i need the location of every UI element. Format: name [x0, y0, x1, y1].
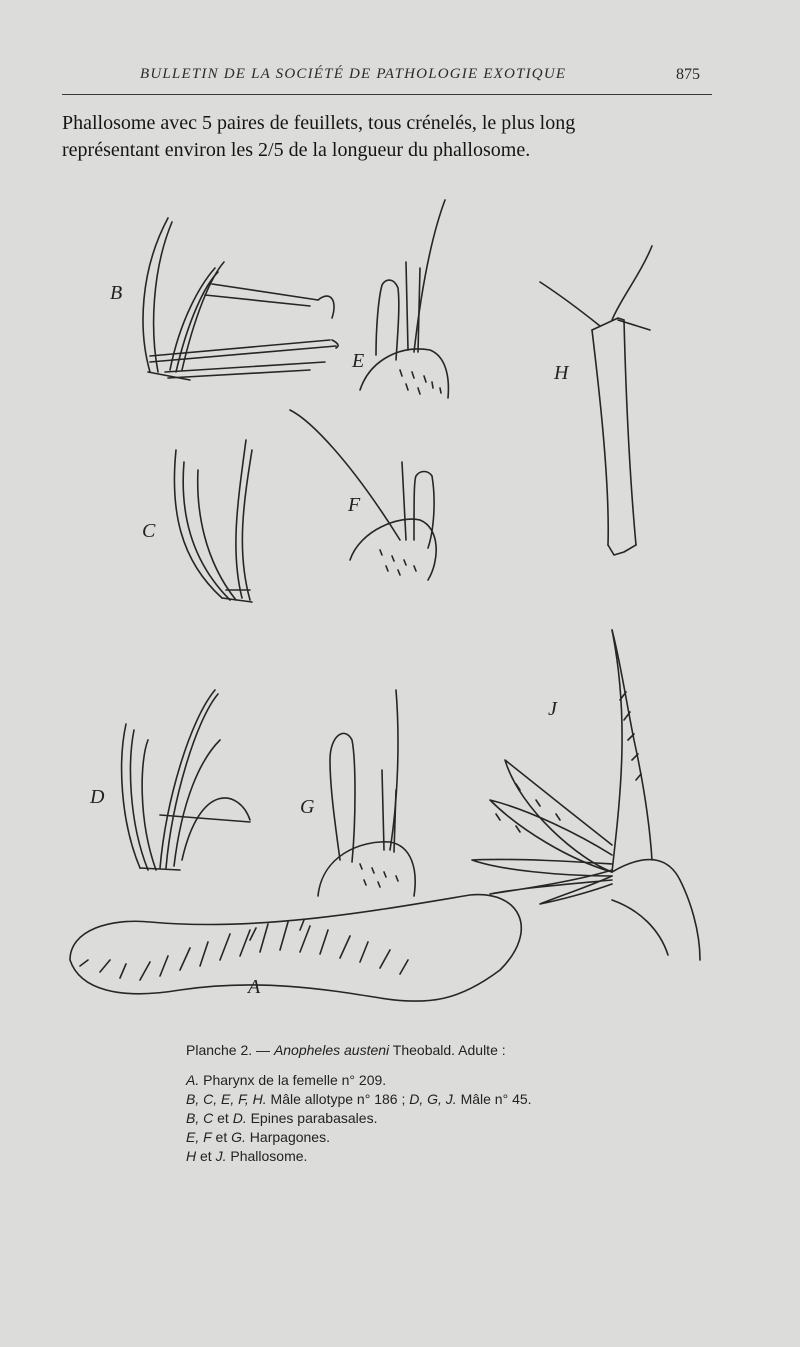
- intro-line: représentant environ les 2/5 de la longueur du phallosome.: [62, 139, 531, 161]
- figure-letter-a: A: [248, 976, 261, 998]
- caption-title-suffix: Theobald. Adulte :: [389, 1042, 506, 1058]
- legend-text: Epines parabasales.: [246, 1110, 378, 1126]
- legend-text: Pharynx de la femelle n° 209.: [199, 1072, 387, 1088]
- caption-species: Anopheles austeni: [273, 1042, 390, 1058]
- legend-text: Harpagones.: [245, 1129, 330, 1145]
- figure-e-drawing: [360, 200, 448, 398]
- legend-codes: D, G, J.: [409, 1091, 457, 1107]
- figure-letter-d: D: [90, 786, 105, 808]
- figure-h-drawing: [540, 246, 652, 555]
- figure-letter-g: G: [300, 796, 315, 818]
- legend-text: et: [211, 1129, 232, 1145]
- legend-line-harpagones: [186, 1129, 706, 1148]
- figure-letter-j: J: [548, 698, 557, 720]
- legend-text: Phallosome.: [226, 1148, 308, 1164]
- figure-d-drawing: [122, 690, 250, 870]
- legend-text: et: [213, 1110, 233, 1126]
- legend-text: Mâle n° 45.: [456, 1091, 532, 1107]
- legend-codes: E, F: [186, 1129, 212, 1145]
- figure-c-drawing: [174, 440, 252, 602]
- figure-f-drawing: [290, 410, 436, 580]
- legend-codes: B, C, E, F, H.: [186, 1091, 267, 1107]
- figure-letter-e: E: [352, 350, 365, 372]
- legend-line-parabasal: [186, 1110, 706, 1129]
- page-number: 875: [676, 66, 700, 83]
- figure-b-drawing: [143, 218, 338, 380]
- caption-title-prefix: Planche 2. —: [186, 1042, 274, 1058]
- legend-codes: A.: [186, 1072, 200, 1088]
- figure-g-drawing: [318, 690, 415, 896]
- caption-title: [186, 1042, 706, 1058]
- legend-codes: G.: [231, 1129, 246, 1145]
- legend-text: Mâle allotype n° 186 ;: [266, 1091, 410, 1107]
- figure-letter-b: B: [110, 282, 123, 304]
- legend-codes: H: [186, 1148, 197, 1164]
- figure-letter-f: F: [348, 494, 361, 516]
- figure-j-drawing: [472, 630, 700, 960]
- figure-letter-c: C: [142, 520, 156, 542]
- figure-a-drawing: [70, 895, 521, 1002]
- legend-codes: D.: [232, 1110, 247, 1126]
- legend-line-specimens: [186, 1091, 706, 1110]
- figure-letter-h: H: [554, 362, 569, 384]
- intro-line: Phallosome avec 5 paires de feuillets, tous crénelés, le plus long: [62, 112, 576, 134]
- legend-line-a: [186, 1072, 706, 1091]
- legend-codes: J.: [215, 1148, 227, 1164]
- plate-caption: [186, 1042, 706, 1167]
- legend-line-phallosome: [186, 1148, 706, 1167]
- legend-codes: B, C: [186, 1110, 214, 1126]
- running-title: BULLETIN DE LA SOCIÉTÉ DE PATHOLOGIE EXOTIQUE: [140, 66, 567, 82]
- legend-text: et: [196, 1148, 216, 1164]
